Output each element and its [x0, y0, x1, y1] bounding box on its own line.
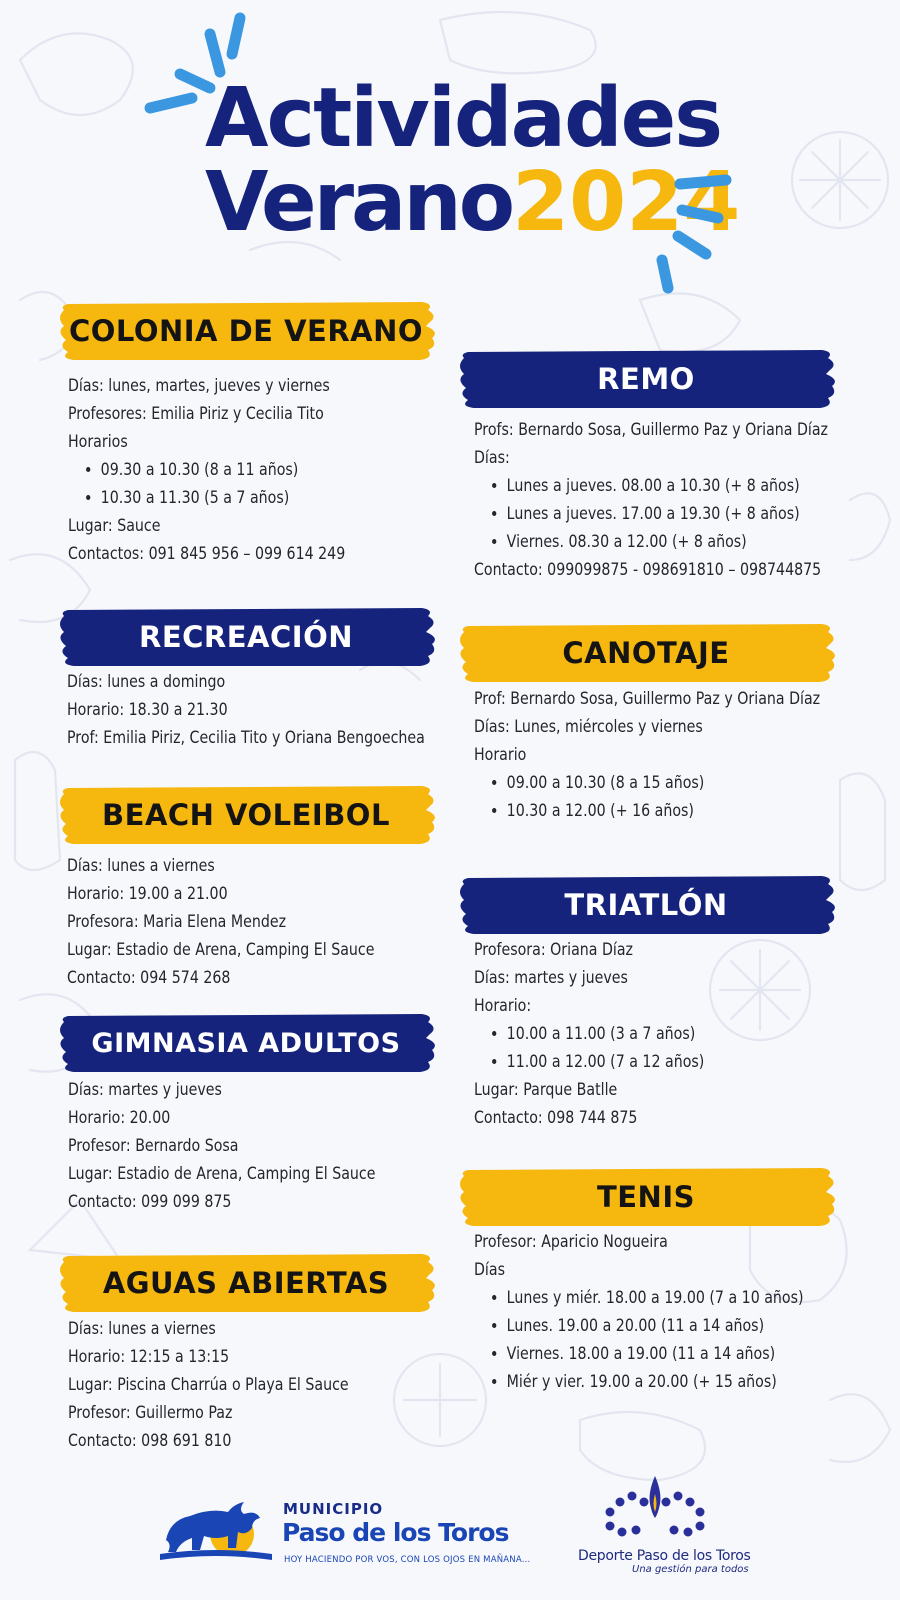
- section-title: BEACH VOLEIBOL: [102, 798, 390, 832]
- section-title: TENIS: [596, 1180, 696, 1214]
- list-item: • 10.00 a 11.00 (3 a 7 años): [507, 1020, 786, 1048]
- text-dias: Días: lunes a viernes: [68, 1319, 216, 1338]
- text-dias: Días: martes y jueves: [68, 1080, 222, 1099]
- text-lugar: Lugar: Parque Batlle: [474, 1080, 618, 1099]
- section-body: [474, 1228, 804, 1396]
- text-lugar: Lugar: Estadio de Arena, Camping El Sauce: [67, 940, 375, 959]
- section-title: RECREACIÓN: [138, 620, 353, 654]
- section-body: [474, 685, 821, 825]
- title-block: [0, 0, 900, 290]
- municipio-slogan: HOY HACIENDO POR VOS, CON LOS OJOS EN MAÑANA...: [284, 1555, 531, 1565]
- banner-remo: [456, 346, 836, 412]
- section-recreacion: [56, 604, 436, 752]
- section-triatlon: [456, 872, 836, 1132]
- municipio-label: MUNICIPIO: [283, 1500, 384, 1518]
- section-body: [68, 1076, 384, 1216]
- section-canotaje: [456, 620, 836, 825]
- text-dias: Días: lunes, martes, jueves y viernes: [68, 376, 330, 395]
- section-title: AGUAS ABIERTAS: [102, 1266, 390, 1300]
- deporte-slogan: Una gestión para todos: [632, 1564, 749, 1575]
- section-title: REMO: [597, 362, 695, 396]
- title-line1: Actividades: [205, 71, 722, 166]
- horarios-list: [474, 472, 800, 556]
- text-horario: Horario: 12:15 a 13:15: [68, 1347, 230, 1366]
- text-lugar: Lugar: Estadio de Arena, Camping El Sauce: [68, 1164, 376, 1183]
- list-item: • Lunes a jueves. 17.00 a 19.30 (+ 8 años): [507, 500, 786, 528]
- text-dias: Días: martes y jueves: [474, 968, 628, 987]
- text-profesor: Profesor: Aparicio Nogueira: [474, 1232, 668, 1251]
- municipio-name: Paso de los Toros: [282, 1518, 509, 1547]
- text-lugar: Lugar: Sauce: [68, 516, 161, 535]
- section-body: [68, 372, 384, 568]
- footer: [0, 1430, 900, 1600]
- text-dias-label: Días:: [474, 448, 510, 467]
- section-title: COLONIA DE VERANO: [68, 314, 424, 348]
- text-profesora: Profesora: Maria Elena Mendez: [67, 912, 287, 931]
- text-profesora: Profesora: Oriana Díaz: [474, 940, 633, 959]
- list-item: • Lunes a jueves. 08.00 a 10.30 (+ 8 años): [507, 472, 786, 500]
- text-profesor: Profesor: Guillermo Paz: [68, 1403, 233, 1422]
- text-profs: Profs: Bernardo Sosa, Guillermo Paz y Oriana Díaz: [474, 420, 828, 439]
- text-horario: Horario: 18.30 a 21.30: [67, 700, 228, 719]
- horarios-list: [474, 1020, 785, 1076]
- list-item: • 09.30 a 10.30 (8 a 11 años): [101, 456, 385, 484]
- title-word: Verano: [205, 155, 513, 250]
- section-body: [67, 852, 384, 992]
- section-beach: [56, 782, 436, 992]
- section-title: TRIATLÓN: [564, 888, 728, 922]
- section-remo: [456, 346, 836, 584]
- text-lugar: Lugar: Piscina Charrúa o Playa El Sauce: [68, 1375, 349, 1394]
- text-horarios-label: Horarios: [68, 432, 128, 451]
- banner-aguas: [56, 1250, 436, 1316]
- text-contactos: Contactos: 091 845 956 – 099 614 249: [68, 544, 346, 563]
- section-colonia: [56, 298, 436, 568]
- section-title: GIMNASIA ADULTOS: [91, 1027, 401, 1059]
- horarios-list: [474, 1284, 804, 1396]
- text-horario: Horario: 19.00 a 21.00: [67, 884, 228, 903]
- title-year: 2024: [512, 155, 741, 250]
- section-title: CANOTAJE: [562, 636, 730, 670]
- text-horario: Horario: 20.00: [68, 1108, 171, 1127]
- banner-recreacion: [56, 604, 436, 670]
- banner-beach: [56, 782, 436, 848]
- horarios-list: [68, 456, 384, 512]
- text-contacto: Contacto: 098 744 875: [474, 1108, 638, 1127]
- text-contacto: Contacto: 094 574 268: [67, 968, 231, 987]
- deporte-name: Deporte Paso de los Toros: [578, 1548, 751, 1564]
- bull-logo-icon: [160, 1486, 272, 1566]
- text-dias: Días: lunes a domingo: [67, 672, 226, 691]
- section-body: [67, 668, 425, 752]
- banner-canotaje: [456, 620, 836, 686]
- text-dias: Días: Lunes, miércoles y viernes: [474, 717, 703, 736]
- text-profesores: Profesores: Emilia Piriz y Cecilia Tito: [68, 404, 324, 423]
- text-profesor: Profesor: Bernardo Sosa: [68, 1136, 239, 1155]
- text-prof: Prof: Emilia Piriz, Cecilia Tito y Oriana Bengoechea: [67, 728, 425, 747]
- section-body: [474, 416, 828, 584]
- banner-gimnasia: [56, 1010, 436, 1076]
- text-dias-label: Días: [474, 1260, 505, 1279]
- text-dias: Días: lunes a viernes: [67, 856, 215, 875]
- list-item: • Lunes. 19.00 a 20.00 (11 a 14 años): [507, 1312, 786, 1340]
- list-item: • 10.30 a 12.00 (+ 16 años): [507, 797, 786, 825]
- banner-colonia: [56, 298, 436, 364]
- list-item: • Lunes y miér. 18.00 a 19.00 (7 a 10 años): [507, 1284, 786, 1312]
- list-item: • 10.30 a 11.30 (5 a 7 años): [101, 484, 385, 512]
- section-tenis: [456, 1164, 836, 1396]
- banner-triatlon: [456, 872, 836, 938]
- horarios-list: [474, 769, 785, 825]
- splash-right-icon: [640, 170, 760, 300]
- section-body: [474, 936, 785, 1132]
- list-item: • Miér y vier. 19.00 a 20.00 (+ 15 años): [507, 1368, 786, 1396]
- list-item: • 11.00 a 12.00 (7 a 12 años): [507, 1048, 786, 1076]
- deporte-logo-icon: [600, 1474, 710, 1544]
- text-horario-label: Horario:: [474, 996, 532, 1015]
- banner-tenis: [456, 1164, 836, 1230]
- text-contacto: Contacto: 099099875 - 098691810 – 098744875: [474, 560, 822, 579]
- list-item: • Viernes. 18.00 a 19.00 (11 a 14 años): [507, 1340, 786, 1368]
- text-contacto: Contacto: 098 691 810: [68, 1431, 232, 1450]
- text-contacto: Contacto: 099 099 875: [68, 1192, 232, 1211]
- text-prof: Prof: Bernardo Sosa, Guillermo Paz y Oriana Díaz: [474, 689, 821, 708]
- list-item: • Viernes. 08.30 a 12.00 (+ 8 años): [507, 528, 786, 556]
- text-horario-label: Horario: [474, 745, 527, 764]
- section-gimnasia: [56, 1010, 436, 1216]
- section-aguas: [56, 1250, 436, 1455]
- list-item: • 09.00 a 10.30 (8 a 15 años): [507, 769, 786, 797]
